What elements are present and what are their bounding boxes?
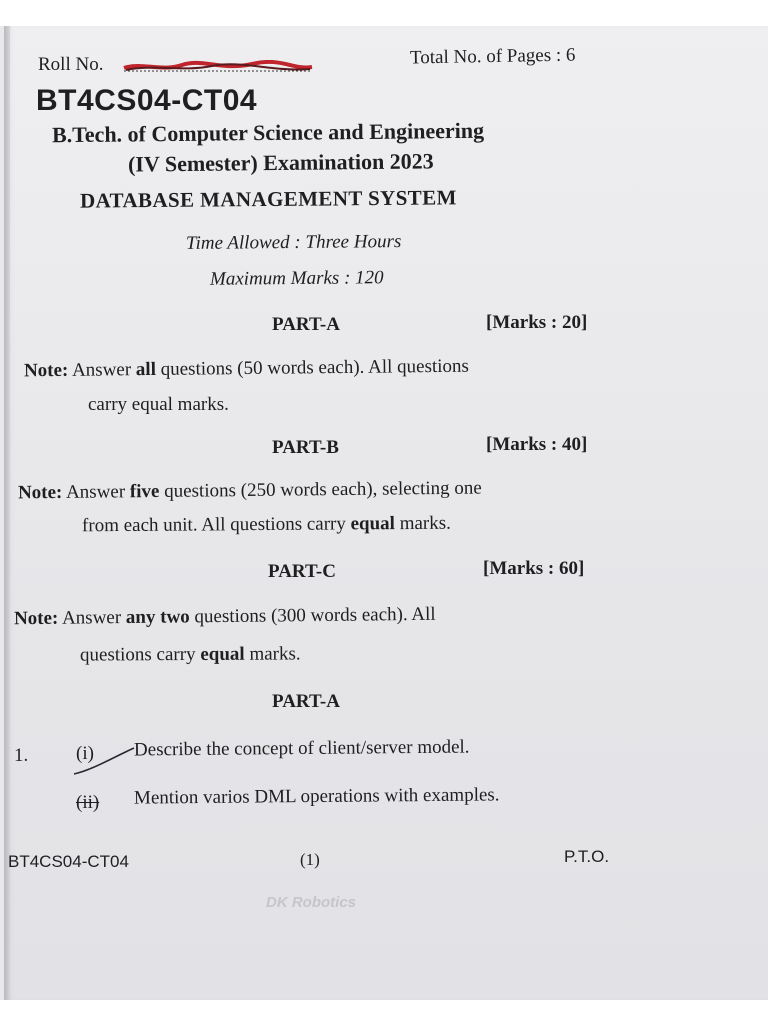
subquestion-i-label: (i) — [76, 743, 94, 764]
note-text: Answer — [61, 607, 126, 629]
note-text: marks. — [244, 643, 301, 665]
note-text: questions (300 words each). All — [189, 603, 436, 628]
part-c-marks: [Marks : 60] — [483, 558, 585, 579]
part-c-note-line2 — [80, 643, 301, 666]
note-text: Answer — [65, 481, 130, 503]
footer-page-number: (1) — [300, 850, 320, 869]
note-text: Answer — [71, 359, 136, 381]
roll-no-label: Roll No. — [38, 54, 104, 75]
degree-line: B.Tech. of Computer Science and Engineering — [51, 117, 485, 148]
subquestion-ii-label: (ii) — [76, 792, 100, 813]
note-text: from each unit. All questions carry — [81, 513, 351, 537]
part-a-note-line2 — [88, 394, 229, 416]
part-b-label: PART-B — [272, 437, 339, 458]
subquestion-i-text: Describe the concept of client/server model. — [133, 736, 470, 761]
note-emphasis: any two — [125, 606, 190, 629]
note-text: questions (250 words each), selecting one — [159, 477, 482, 502]
footer-paper-code: BT4CS04-CT04 — [8, 852, 129, 871]
note-text: marks. — [394, 512, 451, 535]
note-prefix: Note: — [13, 607, 59, 630]
footer-pto: P.T.O. — [564, 847, 610, 866]
time-allowed: Time Allowed : Three Hours — [185, 231, 402, 254]
section-heading: PART-A — [272, 691, 340, 712]
part-c-note-line1 — [14, 604, 436, 630]
note-emphasis: equal — [200, 643, 245, 665]
note-prefix: Note: — [17, 481, 63, 504]
note-text: carry equal marks. — [88, 394, 229, 415]
total-pages: Total No. of Pages : 6 — [409, 44, 576, 69]
part-a-marks: [Marks : 20] — [486, 312, 588, 333]
subject-title: DATABASE MANAGEMENT SYSTEM — [79, 185, 457, 213]
subquestion-ii-text: Mention varios DML operations with examples. — [133, 784, 500, 809]
note-emphasis: equal — [350, 513, 396, 535]
part-b-marks: [Marks : 40] — [486, 434, 588, 455]
note-emphasis: five — [129, 480, 160, 503]
semester-exam-line: (IV Semester) Examination 2023 — [127, 148, 434, 177]
part-a-label: PART-A — [272, 314, 340, 335]
part-b-note-line2 — [82, 513, 451, 538]
part-a-note-line1 — [24, 356, 469, 383]
maximum-marks: Maximum Marks : 120 — [209, 267, 384, 290]
question-number: 1. — [14, 745, 29, 766]
note-prefix: Note: — [23, 359, 69, 382]
photo-border-bottom — [0, 1000, 768, 1024]
part-c-label: PART-C — [268, 561, 336, 582]
photo-border-top — [0, 0, 768, 26]
paper-code-title: BT4CS04-CT04 — [36, 84, 258, 117]
note-text: questions (50 words each). All questions — [155, 355, 469, 380]
pen-tick-mark — [72, 744, 152, 780]
note-text: questions carry — [79, 643, 201, 666]
redaction-scribble — [122, 60, 314, 74]
watermark: DK Robotics — [266, 894, 356, 911]
note-emphasis: all — [135, 358, 157, 381]
